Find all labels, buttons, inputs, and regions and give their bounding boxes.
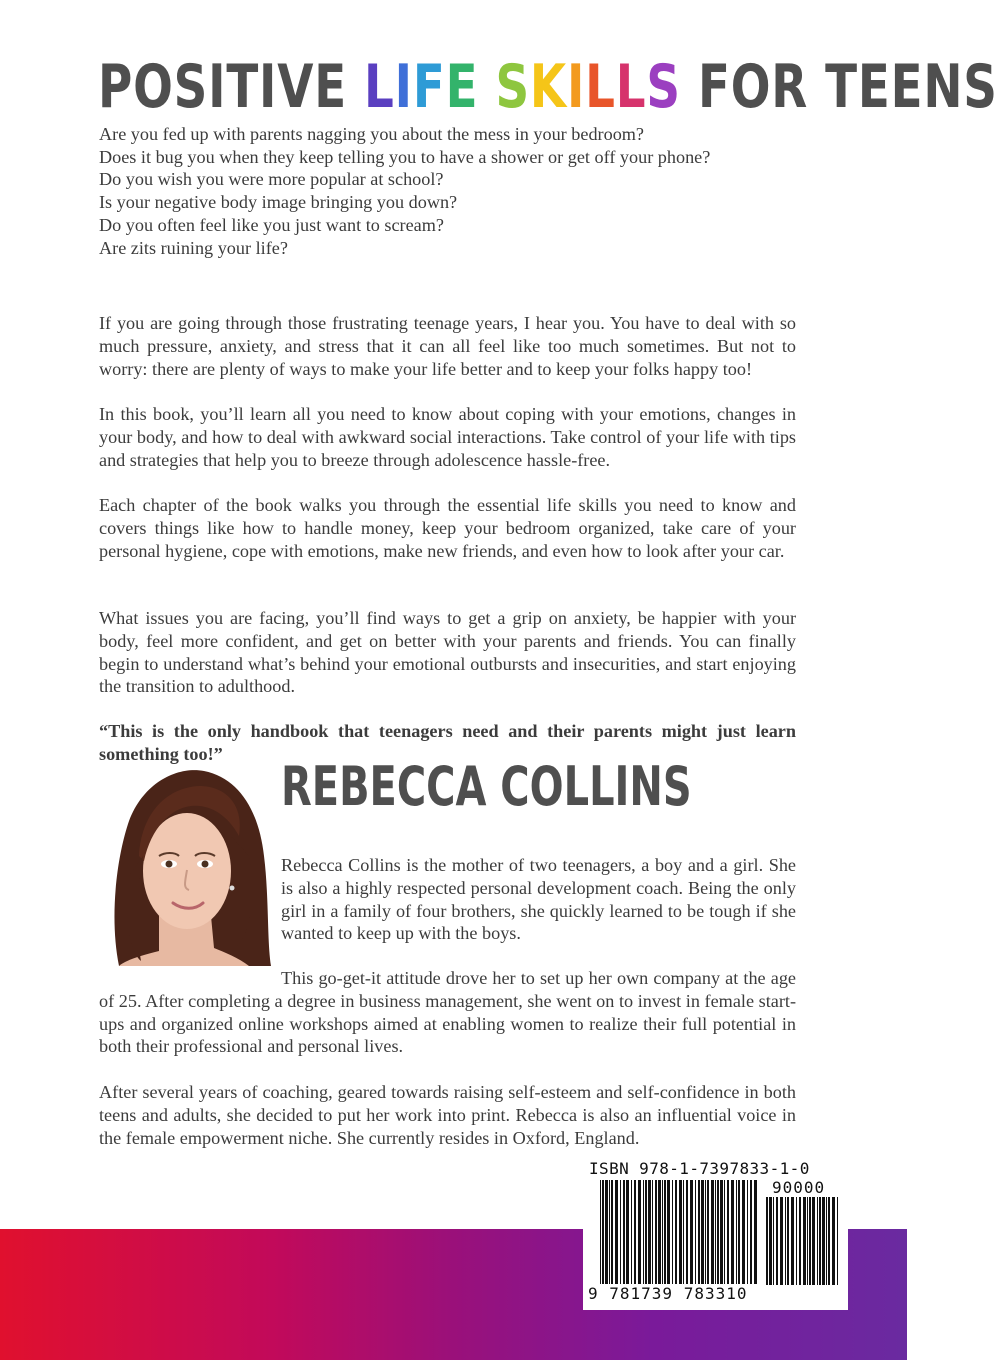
author-career-text: This go-get-it attitude drove her to set up her own company at the age of 25. After completing a degree in business management, she went on to invest in female start-ups and organized online workshops aimed at enabling women to realize their full potential in both their professional and personal lives. xyxy=(99,968,796,1057)
title-segment: E xyxy=(445,52,479,122)
endorsement-quote: “This is the only handbook that teenagers need and their parents might just learn something too!” xyxy=(99,721,796,764)
barcode-bar xyxy=(602,1180,604,1284)
barcode-bar xyxy=(799,1197,801,1285)
barcode-bar xyxy=(773,1197,774,1285)
barcode-bar xyxy=(631,1180,632,1284)
question-line: Does it bug you when they keep telling you to have a shower or get off your phone? xyxy=(99,146,711,167)
barcode-bar xyxy=(715,1180,716,1284)
barcode-bar xyxy=(609,1180,610,1284)
title-segment xyxy=(478,52,495,122)
barcode-bar xyxy=(701,1180,704,1284)
barcode-bar xyxy=(837,1197,838,1285)
barcode-bar xyxy=(686,1180,688,1284)
question-line: Do you often feel like you just want to scream? xyxy=(99,214,444,235)
barcode-bar xyxy=(809,1197,811,1285)
price-code: 90000 xyxy=(772,1178,826,1197)
barcode-bar xyxy=(707,1180,709,1284)
barcode-bar xyxy=(698,1180,700,1284)
author-photo xyxy=(99,766,271,966)
barcode-bar xyxy=(690,1180,693,1284)
author-bio-paragraph: Rebecca Collins is the mother of two teenagers, a boy and a girl. She is also a highly respected personal development coach. Being the only girl in a family of four brothers, she quickly learned to be tough if she wanted to keep up with the boys. xyxy=(281,855,796,944)
barcode-bar xyxy=(787,1197,789,1285)
title-segment: L xyxy=(364,52,395,122)
barcode-bar xyxy=(652,1180,653,1284)
question-line: Do you wish you were more popular at school? xyxy=(99,169,444,190)
barcode-bar xyxy=(634,1180,636,1284)
title-segment: L xyxy=(585,52,616,122)
barcode-bar xyxy=(812,1197,815,1285)
barcode-bar xyxy=(747,1180,748,1284)
question-list xyxy=(99,123,796,259)
barcode-bar xyxy=(658,1180,661,1284)
barcode-bar xyxy=(791,1197,794,1285)
author-career-paragraph xyxy=(99,967,796,1058)
title-segment: K xyxy=(529,52,567,122)
barcode-bar xyxy=(720,1180,723,1284)
barcode-bar xyxy=(828,1197,830,1285)
title-segment: L xyxy=(615,52,647,122)
barcode-bar xyxy=(672,1180,673,1284)
barcode-bar xyxy=(780,1197,783,1285)
barcode-bar xyxy=(776,1197,778,1285)
barcode-bar xyxy=(742,1180,745,1284)
barcode-bar xyxy=(738,1180,740,1284)
barcode-bar xyxy=(662,1180,663,1284)
book-title xyxy=(98,52,998,122)
barcode-bar xyxy=(711,1180,714,1284)
author-coaching-paragraph: After several years of coaching, geared towards raising self-esteem and self-confidence in both teens and adults, she decided to put her work into print. Rebecca is also an influential voice in the female empowerment niche. She currently resides in Oxford, England. xyxy=(99,1082,796,1148)
barcode-bar xyxy=(615,1180,618,1284)
book-content-paragraph: In this book, you’ll learn all you need to know about coping with your emotions, changes in your body, and how to deal with awkward social interactions. Take control of your life with tips and strategies that help you to breeze through adolescence hassle-free. xyxy=(99,404,796,470)
barcode-bar xyxy=(766,1197,768,1285)
barcode-bar xyxy=(626,1180,629,1284)
barcode-bar xyxy=(769,1197,772,1285)
isbn-label: ISBN 978-1-7397833-1-0 xyxy=(589,1159,810,1178)
barcode-bar xyxy=(807,1197,808,1285)
barcode-bar xyxy=(675,1180,677,1284)
barcode-bar xyxy=(611,1180,613,1284)
barcode-bar xyxy=(796,1197,797,1285)
barcode-bar xyxy=(643,1180,644,1284)
title-segment: FOR TEENS xyxy=(680,52,998,122)
title-segment: F xyxy=(412,52,446,122)
title-segment: POSITIVE xyxy=(98,52,365,122)
title-segment: I xyxy=(394,52,413,122)
barcode-bar xyxy=(754,1180,757,1284)
barcode-bar xyxy=(832,1197,835,1285)
price-addon-barcode xyxy=(766,1197,842,1285)
barcode-bar xyxy=(819,1197,821,1285)
barcode-bar xyxy=(655,1180,657,1284)
barcode-bar xyxy=(750,1180,752,1284)
title-segment: S xyxy=(646,52,681,122)
barcode-bar xyxy=(724,1180,725,1284)
barcode-bar xyxy=(679,1180,682,1284)
barcode-bar xyxy=(822,1197,825,1285)
title-segment: S xyxy=(495,52,530,122)
barcode-bar xyxy=(623,1180,625,1284)
title-segment: I xyxy=(566,52,586,122)
question-line: Is your negative body image bringing you down? xyxy=(99,192,458,213)
question-line: Are you fed up with parents nagging you about the mess in your bedroom? xyxy=(99,124,645,144)
barcode-bar xyxy=(803,1197,806,1285)
barcode-bar xyxy=(667,1180,670,1284)
barcode-bar xyxy=(600,1180,601,1284)
chapters-paragraph: Each chapter of the book walks you through the essential life skills you need to know and covers things like how to handle money, keep your bedroom organized, take care of your personal hygiene, cope with emotions, make new friends, and even how to look after your car. xyxy=(99,495,796,561)
barcode-bar xyxy=(695,1180,696,1284)
barcode-digits: 9 781739 783310 xyxy=(588,1284,758,1304)
barcode-bar xyxy=(645,1180,647,1284)
intro-paragraph: If you are going through those frustrating teenage years, I hear you. You have to deal with so much pressure, anxiety, and stress that it can all feel like too much sometimes. But not to worry: there are plenty of ways to make your life better and to keep your folks happy too! xyxy=(99,313,796,379)
barcode-bar xyxy=(826,1197,827,1285)
barcode-bar xyxy=(731,1180,734,1284)
barcode-bar xyxy=(705,1180,706,1284)
barcode-bar xyxy=(664,1180,666,1284)
barcode-bar xyxy=(683,1180,684,1284)
barcode-bar xyxy=(620,1180,621,1284)
barcode-bar xyxy=(727,1180,729,1284)
benefits-paragraph: What issues you are facing, you’ll find ways to get a grip on anxiety, be happier with your body, feel more confident, and get on better with your parents and friends. You can finally begin to understand what’s behind your emotional outbursts and insecurities, and start enjoying the transition to adulthood. xyxy=(99,608,796,697)
barcode-bar xyxy=(638,1180,641,1284)
author-name: REBECCA COLLINS xyxy=(281,755,692,818)
isbn-barcode xyxy=(600,1180,760,1284)
barcode-bar xyxy=(817,1197,818,1285)
barcode-bar xyxy=(717,1180,719,1284)
barcode-bar xyxy=(736,1180,737,1284)
barcode-bar xyxy=(648,1180,651,1284)
question-line: Are zits ruining your life? xyxy=(99,237,288,258)
barcode-bar xyxy=(605,1180,608,1284)
barcode-bar xyxy=(785,1197,786,1285)
